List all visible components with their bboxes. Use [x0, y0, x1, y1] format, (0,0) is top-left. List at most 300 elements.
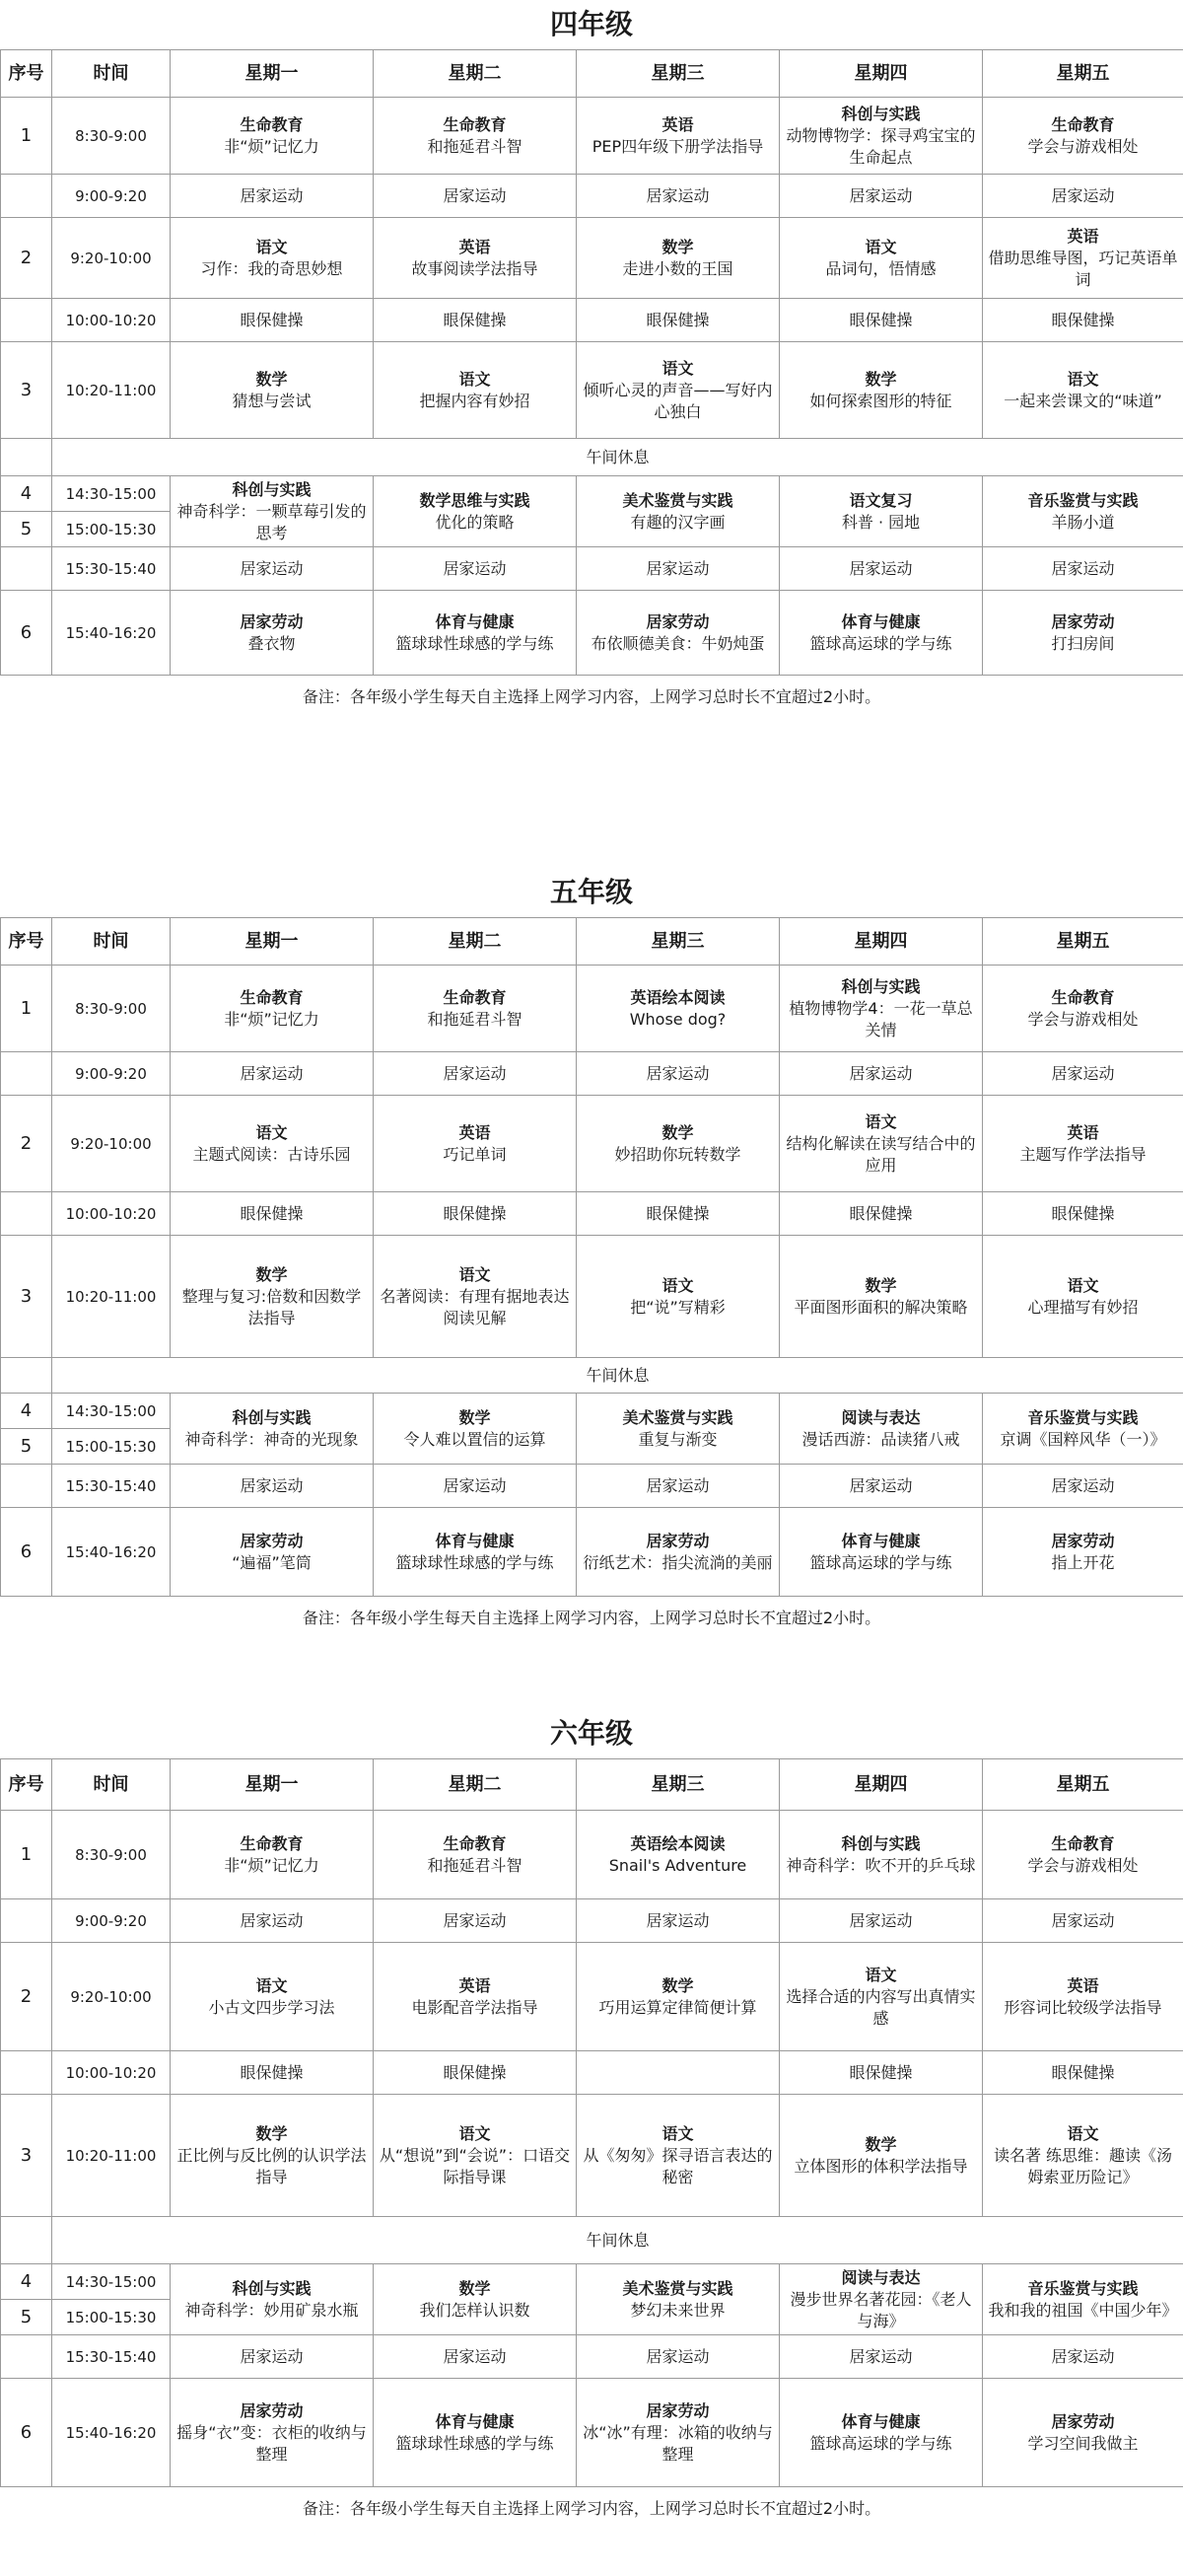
- activity-name: 眼保健操: [1051, 310, 1115, 329]
- subject-name: 数学: [458, 2278, 491, 2298]
- lesson-cell: [983, 1236, 1183, 1358]
- time-slot: 15:30-15:40: [52, 547, 171, 591]
- row-number: [1, 2051, 52, 2095]
- break-row: [1, 2335, 1183, 2379]
- subject-name: 居家劳动: [646, 611, 710, 631]
- lesson-topic: 打扫房间: [1051, 633, 1115, 653]
- lesson-topic: 把握内容有妙招: [419, 391, 530, 410]
- activity-name: 居家运动: [1051, 1910, 1115, 1930]
- activity-name: 居家运动: [849, 185, 913, 205]
- lesson-topic: 故事阅读学法指导: [411, 258, 538, 278]
- row-number: 2: [1, 218, 52, 299]
- lesson-topic: 非“烦”记忆力: [224, 1009, 319, 1029]
- time-slot: 9:20-10:00: [52, 1096, 171, 1192]
- time-slot: 10:20-11:00: [52, 2095, 171, 2217]
- column-header: 星期四: [780, 918, 983, 966]
- lesson-topic: “遍福”笔筒: [232, 1552, 312, 1572]
- lesson-cell: [374, 2335, 577, 2379]
- subject-name: 语文: [1067, 369, 1099, 389]
- activity-name: 眼保健操: [1051, 1203, 1115, 1223]
- break-row: [1, 1465, 1183, 1508]
- subject-name: 体育与健康: [435, 2411, 515, 2431]
- lunch-break-label: 午间休息: [52, 439, 1183, 476]
- activity-name: 居家运动: [1051, 1063, 1115, 1083]
- subject-name: 英语: [458, 1975, 491, 1995]
- lesson-cell: [171, 342, 374, 439]
- activity-name: 眼保健操: [443, 1203, 507, 1223]
- activity-name: 眼保健操: [443, 310, 507, 329]
- column-header: 星期三: [577, 1759, 780, 1811]
- time-slot: 9:00-9:20: [52, 175, 171, 218]
- lunch-break-label: 午间休息: [52, 2217, 1183, 2264]
- subject-name: 体育与健康: [435, 1531, 515, 1550]
- lesson-cell: [171, 1811, 374, 1899]
- footnote: 备注：各年级小学生每天自主选择上网学习内容，上网学习总时长不宜超过2小时。: [302, 687, 881, 706]
- class-row: [1, 98, 1183, 175]
- lesson-cell: [374, 98, 577, 175]
- header-row: [1, 50, 1183, 98]
- lesson-topic: 我们怎样认识数: [419, 2300, 530, 2320]
- lesson-cell: [780, 1096, 983, 1192]
- lesson-cell: [983, 98, 1183, 175]
- lesson-cell: [577, 299, 780, 342]
- row-number: 4: [1, 476, 52, 512]
- lesson-topic: 重复与渐变: [638, 1429, 718, 1449]
- time-slot: 10:00-10:20: [52, 2051, 171, 2095]
- break-row: [1, 2051, 1183, 2095]
- subject-name: 生命教育: [240, 114, 304, 134]
- lesson-cell: [374, 547, 577, 591]
- row-number: 3: [1, 342, 52, 439]
- subject-name: 体育与健康: [841, 611, 921, 631]
- lesson-topic: 猜想与尝试: [232, 391, 312, 410]
- row-number: 6: [1, 591, 52, 676]
- subject-name: 数学: [255, 1264, 288, 1284]
- lesson-cell: [374, 1811, 577, 1899]
- subject-name: 数学: [865, 2134, 897, 2154]
- lesson-cell: [983, 218, 1183, 299]
- row-number: [1, 2335, 52, 2379]
- time-slot: 15:40-16:20: [52, 2379, 171, 2487]
- activity-name: 居家运动: [443, 2346, 507, 2366]
- lesson-cell: [780, 1192, 983, 1236]
- subject-name: 英语: [458, 1122, 491, 1142]
- row-number: 1: [1, 1811, 52, 1899]
- lesson-cell: [983, 1192, 1183, 1236]
- lesson-cell: [577, 1394, 780, 1465]
- activity-name: 眼保健操: [240, 310, 304, 329]
- lesson-cell: [780, 218, 983, 299]
- lesson-cell: [374, 476, 577, 547]
- row-number: 6: [1, 1508, 52, 1597]
- class-row: [1, 1508, 1183, 1597]
- grade-section: [0, 868, 1183, 1640]
- row-number: 4: [1, 2264, 52, 2300]
- subject-name: 语文: [661, 358, 694, 378]
- time-slot: 10:00-10:20: [52, 299, 171, 342]
- time-slot: 14:30-15:00: [52, 476, 171, 512]
- time-slot: 15:00-15:30: [52, 1429, 171, 1465]
- lesson-topic: 非“烦”记忆力: [224, 136, 319, 156]
- activity-name: 眼保健操: [849, 1203, 913, 1223]
- lesson-cell: [983, 2379, 1183, 2487]
- lesson-cell: [577, 1811, 780, 1899]
- activity-name: 居家运动: [849, 1910, 913, 1930]
- lesson-cell: [374, 175, 577, 218]
- class-row: [1, 1096, 1183, 1192]
- lesson-topic: 学会与游戏相处: [1027, 1855, 1139, 1875]
- subject-name: 居家劳动: [240, 2400, 304, 2420]
- lesson-topic: 漫步世界名著花园：《老人与海》: [790, 2289, 972, 2330]
- column-header: 星期三: [577, 918, 780, 966]
- activity-name: 眼保健操: [240, 1203, 304, 1223]
- subject-name: 生命教育: [443, 1833, 507, 1853]
- subject-name: 生命教育: [443, 987, 507, 1007]
- subject-name: 阅读与表达: [841, 2267, 921, 2287]
- lesson-cell: [780, 2051, 983, 2095]
- column-header: 星期三: [577, 50, 780, 98]
- lesson-cell: [171, 1943, 374, 2051]
- lesson-cell: [577, 2095, 780, 2217]
- schedule-table: [0, 917, 1183, 1597]
- lesson-cell: [171, 1465, 374, 1508]
- lunch-break-label: 午间休息: [52, 1358, 1183, 1394]
- lesson-cell: [577, 476, 780, 547]
- lesson-topic: 学习空间我做主: [1027, 2433, 1139, 2453]
- lesson-topic: 主题写作学法指导: [1019, 1144, 1147, 1164]
- subject-name: 音乐鉴赏与实践: [1027, 490, 1139, 510]
- column-header: 星期一: [171, 918, 374, 966]
- row-number: 3: [1, 1236, 52, 1358]
- subject-name: 科创与实践: [841, 104, 921, 123]
- lesson-cell: [780, 547, 983, 591]
- activity-name: 眼保健操: [240, 2062, 304, 2082]
- column-header: 星期四: [780, 1759, 983, 1811]
- time-slot: 10:20-11:00: [52, 342, 171, 439]
- lesson-topic: Snail's Adventure: [608, 1855, 747, 1875]
- subject-name: 数学: [255, 2123, 288, 2143]
- subject-name: 语文: [255, 1122, 288, 1142]
- column-header: 星期一: [171, 50, 374, 98]
- grade-title: 五年级: [549, 876, 633, 908]
- lesson-cell: [374, 1394, 577, 1465]
- lesson-cell: [171, 2095, 374, 2217]
- subject-name: 美术鉴赏与实践: [622, 1407, 733, 1427]
- row-number: [1, 175, 52, 218]
- activity-name: 居家运动: [1051, 558, 1115, 578]
- lesson-cell: [374, 218, 577, 299]
- column-header: 星期四: [780, 50, 983, 98]
- lesson-topic: 摇身“衣”变：衣柜的收纳与整理: [176, 2422, 367, 2464]
- lesson-cell: [983, 1899, 1183, 1943]
- lesson-topic: 和拖延君斗智: [427, 1855, 522, 1875]
- lesson-topic: 叠衣物: [247, 633, 296, 653]
- lesson-cell: [374, 1465, 577, 1508]
- subject-name: 语文: [255, 1975, 288, 1995]
- lesson-cell: [577, 2379, 780, 2487]
- lesson-cell: [374, 299, 577, 342]
- lesson-topic: 有趣的汉字画: [630, 512, 726, 532]
- time-slot: 8:30-9:00: [52, 966, 171, 1052]
- subject-name: 生命教育: [1051, 1833, 1115, 1853]
- activity-name: 居家运动: [1051, 1475, 1115, 1495]
- schedule-table: [0, 49, 1183, 676]
- lesson-cell: [577, 1899, 780, 1943]
- row-number-empty: [1, 2217, 52, 2264]
- lesson-cell: [983, 1465, 1183, 1508]
- subject-name: 语文: [661, 2123, 694, 2143]
- header-row: [1, 1759, 1183, 1811]
- lesson-cell: [171, 1192, 374, 1236]
- activity-name: 眼保健操: [646, 1203, 710, 1223]
- subject-name: 生命教育: [240, 987, 304, 1007]
- subject-name: 语文: [1067, 1275, 1099, 1295]
- activity-name: 眼保健操: [849, 2062, 913, 2082]
- time-slot: 9:20-10:00: [52, 1943, 171, 2051]
- lesson-topic: 名著阅读：有理有据地表达阅读见解: [380, 1286, 570, 1327]
- lesson-topic: 整理与复习:倍数和因数学法指导: [181, 1286, 362, 1327]
- lesson-cell: [577, 1096, 780, 1192]
- break-row: [1, 1052, 1183, 1096]
- lesson-cell: [171, 1236, 374, 1358]
- row-number-empty: [1, 439, 52, 476]
- lesson-topic: 衍纸艺术：指尖流淌的美丽: [583, 1552, 773, 1572]
- time-slot: 9:00-9:20: [52, 1899, 171, 1943]
- lesson-cell: [780, 966, 983, 1052]
- lesson-topic: 读名著 练思维：趣读《汤姆索亚历险记》: [993, 2145, 1173, 2186]
- lesson-topic: 指上开花: [1051, 1552, 1115, 1572]
- lesson-cell: [171, 299, 374, 342]
- column-header: 星期五: [983, 1759, 1183, 1811]
- lesson-cell: [171, 2335, 374, 2379]
- lesson-topic: 如何探索图形的特征: [809, 391, 952, 410]
- time-slot: 14:30-15:00: [52, 2264, 171, 2300]
- lesson-cell: [374, 2095, 577, 2217]
- time-slot: 8:30-9:00: [52, 98, 171, 175]
- lesson-cell: [577, 547, 780, 591]
- activity-name: 居家运动: [443, 558, 507, 578]
- column-header: 星期五: [983, 50, 1183, 98]
- lesson-cell: [983, 342, 1183, 439]
- subject-name: 居家劳动: [646, 1531, 710, 1550]
- lesson-cell: [983, 476, 1183, 547]
- lesson-cell: [577, 2264, 780, 2335]
- subject-name: 体育与健康: [841, 2411, 921, 2431]
- lesson-topic: 布依顺德美食：牛奶炖蛋: [591, 633, 765, 653]
- time-slot: 15:40-16:20: [52, 1508, 171, 1597]
- lesson-topic: 从“想说”到“会说”：口语交际指导课: [379, 2145, 571, 2186]
- lesson-topic: 神奇科学：吹不开的乒乓球: [786, 1855, 976, 1875]
- class-row: [1, 2379, 1183, 2487]
- lesson-cell: [374, 1096, 577, 1192]
- subject-name: 语文: [458, 1264, 491, 1284]
- column-header: 时间: [52, 1759, 171, 1811]
- activity-name: 居家运动: [240, 1475, 304, 1495]
- lesson-topic: 小古文四步学习法: [208, 1997, 335, 2017]
- row-number: 5: [1, 512, 52, 547]
- lesson-topic: 学会与游戏相处: [1027, 1009, 1139, 1029]
- subject-name: 语文复习: [849, 490, 913, 510]
- lesson-cell: [983, 1096, 1183, 1192]
- subject-name: 科创与实践: [232, 2278, 312, 2298]
- subject-name: 数学: [458, 1407, 491, 1427]
- column-header: 时间: [52, 918, 171, 966]
- time-slot: 15:30-15:40: [52, 2335, 171, 2379]
- lesson-cell: [577, 1192, 780, 1236]
- lesson-topic: 梦幻未来世界: [630, 2300, 726, 2320]
- lesson-topic: 选择合适的内容写出真情实感: [786, 1986, 976, 2028]
- lesson-topic: 借助思维导图，巧记英语单词: [988, 248, 1178, 289]
- subject-name: 居家劳动: [1051, 611, 1115, 631]
- column-header: 星期一: [171, 1759, 374, 1811]
- row-number: 5: [1, 2300, 52, 2335]
- row-number: 5: [1, 1429, 52, 1465]
- subject-name: 语文: [865, 237, 897, 256]
- time-slot: 15:40-16:20: [52, 591, 171, 676]
- lesson-cell: [780, 98, 983, 175]
- lesson-cell: [780, 2264, 983, 2335]
- activity-name: 居家运动: [443, 1063, 507, 1083]
- grade-title: 六年级: [549, 1717, 633, 1750]
- lesson-topic: 篮球高运球的学与练: [809, 1552, 952, 1572]
- lesson-cell: [374, 966, 577, 1052]
- class-row: [1, 218, 1183, 299]
- lesson-topic: 令人难以置信的运算: [403, 1429, 546, 1449]
- column-header: 时间: [52, 50, 171, 98]
- lesson-topic: 神奇科学：妙用矿泉水瓶: [184, 2300, 359, 2320]
- column-header: 序号: [1, 918, 52, 966]
- time-slot: 9:20-10:00: [52, 218, 171, 299]
- lesson-topic: 京调《国粹风华（一）》: [1000, 1429, 1166, 1449]
- lesson-cell: [171, 591, 374, 676]
- subject-name: 生命教育: [443, 114, 507, 134]
- lesson-cell: [171, 1052, 374, 1096]
- lesson-cell: [780, 175, 983, 218]
- subject-name: 语文: [458, 369, 491, 389]
- lesson-cell: [577, 1508, 780, 1597]
- activity-name: 眼保健操: [849, 310, 913, 329]
- activity-name: 居家运动: [646, 1910, 710, 1930]
- activity-name: 居家运动: [1051, 185, 1115, 205]
- lesson-cell: [577, 2335, 780, 2379]
- lesson-cell: [780, 476, 983, 547]
- lesson-topic: 倾听心灵的声音——写好内心独白: [583, 380, 773, 421]
- row-number-empty: [1, 1358, 52, 1394]
- activity-name: 居家运动: [1051, 2346, 1115, 2366]
- class-row: [1, 476, 1183, 512]
- row-number: 6: [1, 2379, 52, 2487]
- grade-section: [0, 1709, 1183, 2531]
- lesson-cell: [577, 175, 780, 218]
- subject-name: 英语绘本阅读: [630, 987, 726, 1007]
- class-row: [1, 2264, 1183, 2300]
- time-slot: 15:00-15:30: [52, 2300, 171, 2335]
- lesson-topic: 动物博物学：探寻鸡宝宝的生命起点: [786, 125, 976, 167]
- lesson-cell: [374, 591, 577, 676]
- lesson-topic: 篮球球性球感的学与练: [395, 1552, 554, 1572]
- lesson-cell: [374, 1192, 577, 1236]
- subject-name: 英语: [1067, 226, 1099, 246]
- lesson-cell: [983, 1811, 1183, 1899]
- lesson-cell: [983, 299, 1183, 342]
- activity-name: 居家运动: [849, 558, 913, 578]
- lesson-cell: [171, 1096, 374, 1192]
- lesson-cell: [780, 1943, 983, 2051]
- lesson-topic: Whose dog?: [629, 1009, 727, 1029]
- column-header: 星期二: [374, 50, 577, 98]
- lesson-cell: [983, 1052, 1183, 1096]
- activity-name: 居家运动: [849, 2346, 913, 2366]
- lesson-cell: [983, 547, 1183, 591]
- activity-name: 居家运动: [849, 1063, 913, 1083]
- lesson-cell: [983, 1943, 1183, 2051]
- break-row: [1, 299, 1183, 342]
- subject-name: 语文: [255, 237, 288, 256]
- lesson-cell: [983, 2335, 1183, 2379]
- break-row: [1, 547, 1183, 591]
- lesson-topic: 冰“冰”有理：冰箱的收纳与整理: [583, 2422, 773, 2464]
- activity-name: 居家运动: [646, 558, 710, 578]
- lesson-topic: 科普 · 园地: [841, 512, 921, 532]
- lesson-cell: [983, 966, 1183, 1052]
- time-slot: 15:00-15:30: [52, 512, 171, 547]
- lesson-topic: 一起来尝课文的“味道”: [1004, 391, 1162, 410]
- subject-name: 居家劳动: [646, 2400, 710, 2420]
- lesson-cell: [983, 1508, 1183, 1597]
- lesson-topic: 神奇科学：神奇的光现象: [184, 1429, 359, 1449]
- lesson-cell: [983, 2051, 1183, 2095]
- row-number: 1: [1, 966, 52, 1052]
- lesson-cell: [780, 2095, 983, 2217]
- subject-name: 音乐鉴赏与实践: [1027, 2278, 1139, 2298]
- subject-name: 科创与实践: [232, 1407, 312, 1427]
- activity-name: 眼保健操: [646, 310, 710, 329]
- subject-name: 美术鉴赏与实践: [622, 490, 733, 510]
- lesson-cell: [577, 2051, 780, 2095]
- lesson-topic: 篮球高运球的学与练: [809, 2433, 952, 2453]
- lesson-topic: 平面图形面积的解决策略: [794, 1297, 968, 1317]
- subject-name: 体育与健康: [435, 611, 515, 631]
- lesson-cell: [171, 1508, 374, 1597]
- lesson-cell: [374, 1943, 577, 2051]
- lesson-cell: [171, 966, 374, 1052]
- lesson-cell: [983, 2264, 1183, 2335]
- lesson-topic: 主题式阅读：古诗乐园: [192, 1144, 351, 1164]
- activity-name: 居家运动: [443, 185, 507, 205]
- lesson-cell: [780, 342, 983, 439]
- column-header: 星期二: [374, 918, 577, 966]
- lesson-topic: 巧用运算定律简便计算: [598, 1997, 757, 2017]
- lesson-topic: 巧记单词: [443, 1144, 507, 1164]
- activity-name: 居家运动: [240, 1910, 304, 1930]
- lesson-cell: [374, 342, 577, 439]
- class-row: [1, 966, 1183, 1052]
- lesson-cell: [171, 1899, 374, 1943]
- lesson-cell: [577, 342, 780, 439]
- class-row: [1, 1943, 1183, 2051]
- subject-name: 居家劳动: [1051, 2411, 1115, 2431]
- lesson-cell: [577, 1465, 780, 1508]
- lesson-topic: 把“说”写精彩: [630, 1297, 726, 1317]
- lesson-cell: [780, 1508, 983, 1597]
- lesson-topic: 优化的策略: [435, 512, 515, 532]
- lesson-cell: [171, 2051, 374, 2095]
- lunch-break-row: [1, 439, 1183, 476]
- class-row: [1, 1811, 1183, 1899]
- lesson-cell: [780, 591, 983, 676]
- lesson-cell: [577, 1052, 780, 1096]
- row-number: [1, 1465, 52, 1508]
